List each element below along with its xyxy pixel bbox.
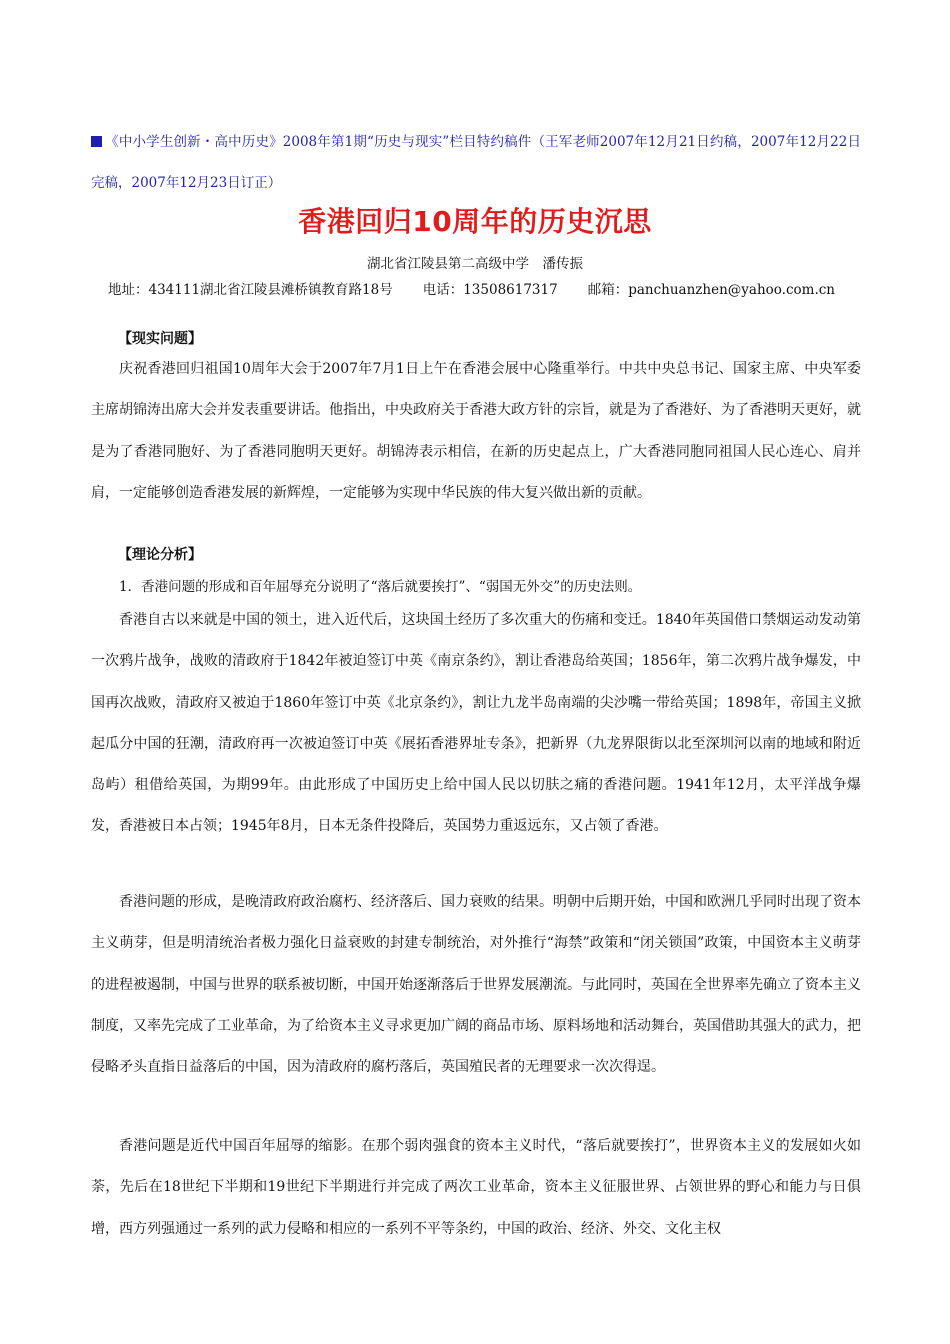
author-line: 湖北省江陵县第二高级中学 潘传振	[367, 256, 583, 272]
contact-address: 地址：434111湖北省江陵县滩桥镇教育路18号	[108, 282, 393, 298]
contact-email: 邮箱：panchuanzhen@yahoo.com.cn	[587, 282, 835, 298]
header-note	[91, 122, 861, 204]
header-note-text: 《中小学生创新・高中历史》2008年第1期“历史与现实”栏目特约稿件（王军老师2007年12月21日约稿，2007年12月22日完稿，2007年12月23日订正）	[91, 134, 861, 191]
paragraph-reality: 庆祝香港回归祖国10周年大会于2007年7月1日上午在香港会展中心隆重举行。中共中央总书记、国家主席、中央军委主席胡锦涛出席大会并发表重要讲话。他指出，中央政府关于香港大政方针的宗旨，就是为了香港好、为了香港明天更好，就是为了香港同胞好、为了香港同胞明天更好。胡锦涛表示相信，在新的历史起点上，广大香港同胞同祖国人民心连心、肩并肩，一定能够创造香港发展的新辉煌，一定能够为实现中华民族的伟大复兴做出新的贡献。	[91, 361, 861, 501]
section-heading-reality: 【现实问题】	[118, 331, 202, 347]
paragraph-theory-3: 香港问题是近代中国百年屈辱的缩影。在那个弱肉强食的资本主义时代，“落后就要挨打”，世界资本主义的发展如火如荼，先后在18世纪下半期和19世纪下半期进行并完成了两次工业革命，资本主义征服世界、占领世界的野心和能力与日俱增，西方列强通过一系列的武力侵略和相应的一系列不平等条约，中国的政治、经济、外交、文化主权	[91, 1138, 861, 1237]
contact-phone: 电话：13508617317	[422, 282, 558, 298]
paragraph-theory-1: 香港自古以来就是中国的领土，进入近代后，这块国土经历了多次重大的伤痛和变迁。1840年英国借口禁烟运动发动第一次鸦片战争，战败的清政府于1842年被迫签订中英《南京条约》，割让香港岛给英国；1856年，第二次鸦片战争爆发，中国再次战败，清政府又被迫于1860年签订中英《北京条约》，割让九龙半岛南端的尖沙嘴一带给英国；1898年，帝国主义掀起瓜分中国的狂潮，清政府再一次被迫签订中英《展拓香港界址专条》，把新界（九龙界限街以北至深圳河以南的地域和附近岛屿）租借给英国，为期99年。由此形成了中国历史上给中国人民以切肤之痛的香港问题。1941年12月，太平洋战争爆发，香港被日本占领；1945年8月，日本无条件投降后，英国势力重返远东，又占领了香港。	[91, 612, 861, 835]
theory-point-1: 1．香港问题的形成和百年屈辱充分说明了“落后就要挨打”、“弱国无外交”的历史法则。	[119, 579, 642, 595]
contact-line	[108, 278, 868, 298]
page-title: 香港回归10周年的历史沉思	[298, 205, 652, 238]
paragraph-theory-2: 香港问题的形成，是晚清政府政治腐朽、经济落后、国力衰败的结果。明朝中后期开始，中国和欧洲几乎同时出现了资本主义萌芽，但是明清统治者极力强化日益衰败的封建专制统治，对外推行“海禁”政策和“闭关锁国”政策，中国资本主义萌芽的进程被遏制，中国与世界的联系被切断，中国开始逐渐落后于世界发展潮流。与此同时，英国在全世界率先确立了资本主义制度，又率先完成了工业革命，为了给资本主义寻求更加广阔的商品市场、原料场地和活动舞台，英国借助其强大的武力，把侵略矛头直指日益落后的中国，因为清政府的腐朽落后，英国殖民者的无理要求一次次得逞。	[91, 894, 861, 1076]
square-bullet-icon	[91, 136, 102, 147]
section-heading-theory: 【理论分析】	[118, 547, 202, 563]
